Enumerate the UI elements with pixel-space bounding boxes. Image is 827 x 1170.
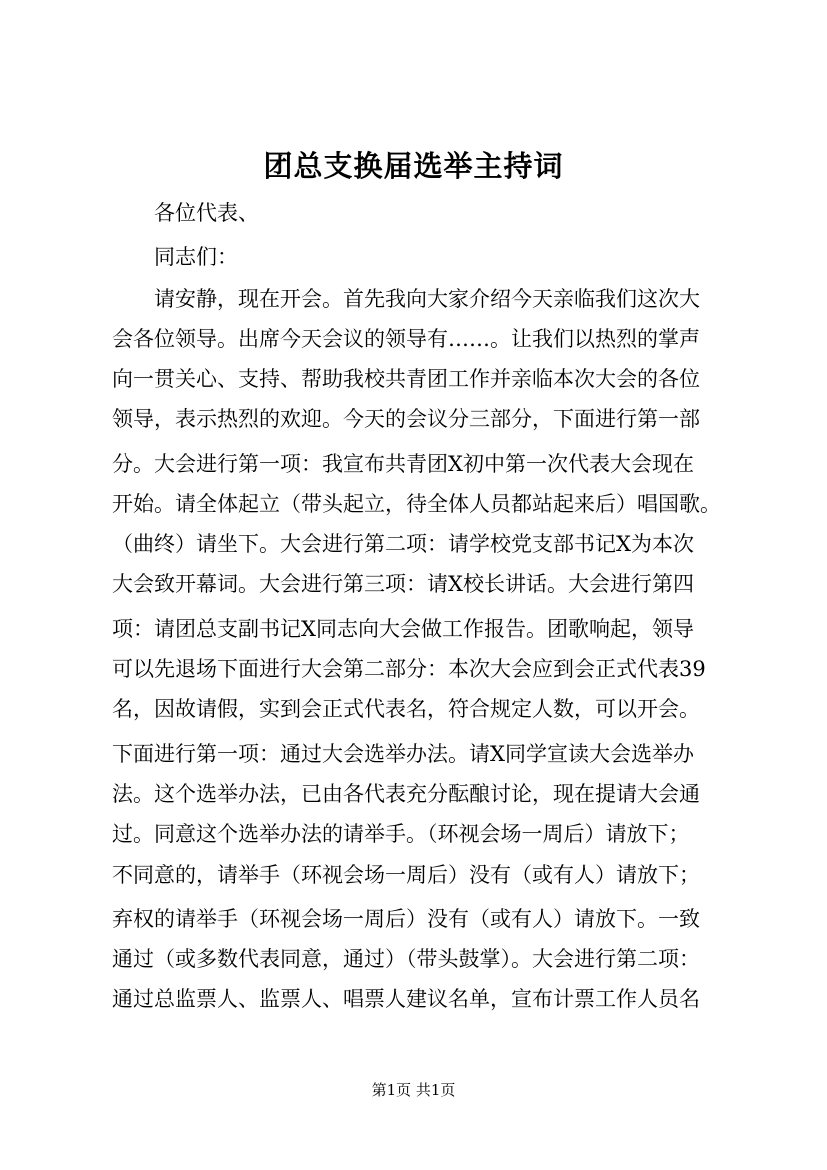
body-text-line: （曲终）请坐下。大会进行第二项：请学校党支部书记X为本次 xyxy=(112,532,694,556)
body-text-line: 名，因故请假，实到会正式代表名，符合规定人数，可以开会。 xyxy=(112,697,700,721)
salutation-line: 各位代表、 xyxy=(154,201,259,225)
body-text-line: 项：请团总支副书记X同志向大会做工作报告。团歌响起，领导 xyxy=(112,617,694,641)
salutation-line: 同志们： xyxy=(154,245,238,269)
body-text-line: 不同意的，请举手（环视会场一周后）没有（或有人）请放下； xyxy=(112,863,700,887)
body-text-line: 向一贯关心、支持、帮助我校共青团工作并亲临本次大会的各位 xyxy=(112,367,700,391)
body-text-line: 通过总监票人、监票人、唱票人建议名单，宣布计票工作人员名 xyxy=(112,987,700,1011)
body-text-line: 请安静，现在开会。首先我向大家介绍今天亲临我们这次大 xyxy=(154,287,700,311)
body-text-line: 过。同意这个选举办法的请举手。（环视会场一周后）请放下； xyxy=(112,822,690,846)
body-text-line: 通过（或多数代表同意，通过）（带头鼓掌）。大会进行第二项： xyxy=(112,947,700,971)
body-text-line: 开始。请全体起立（带头起立，待全体人员都站起来后）唱国歌。 xyxy=(112,492,721,516)
body-text-line: 分。大会进行第一项：我宣布共青团X初中第一次代表大会现在 xyxy=(112,452,694,476)
body-text-line: 弃权的请举手（环视会场一周后）没有（或有人）请放下。一致 xyxy=(112,907,700,931)
page-number-footer: 第1页 共1页 xyxy=(371,1081,456,1099)
body-text-line: 大会致开幕词。大会进行第三项：请X校长讲话。大会进行第四 xyxy=(112,572,694,596)
document-title: 团总支换届选举主持词 xyxy=(263,149,564,183)
body-text-line: 领导，表示热烈的欢迎。今天的会议分三部分，下面进行第一部 xyxy=(112,407,700,431)
body-text-line: 可以先退场下面进行大会第二部分：本次大会应到会正式代表39 xyxy=(112,657,706,681)
body-text-line: 会各位领导。出席今天会议的领导有……。让我们以热烈的掌声 xyxy=(112,327,700,351)
body-text-line: 法。这个选举办法，已由各代表充分酝酿讨论，现在提请大会通 xyxy=(112,782,700,806)
body-text-line: 下面进行第一项：通过大会选举办法。请X同学宣读大会选举办 xyxy=(112,742,694,766)
